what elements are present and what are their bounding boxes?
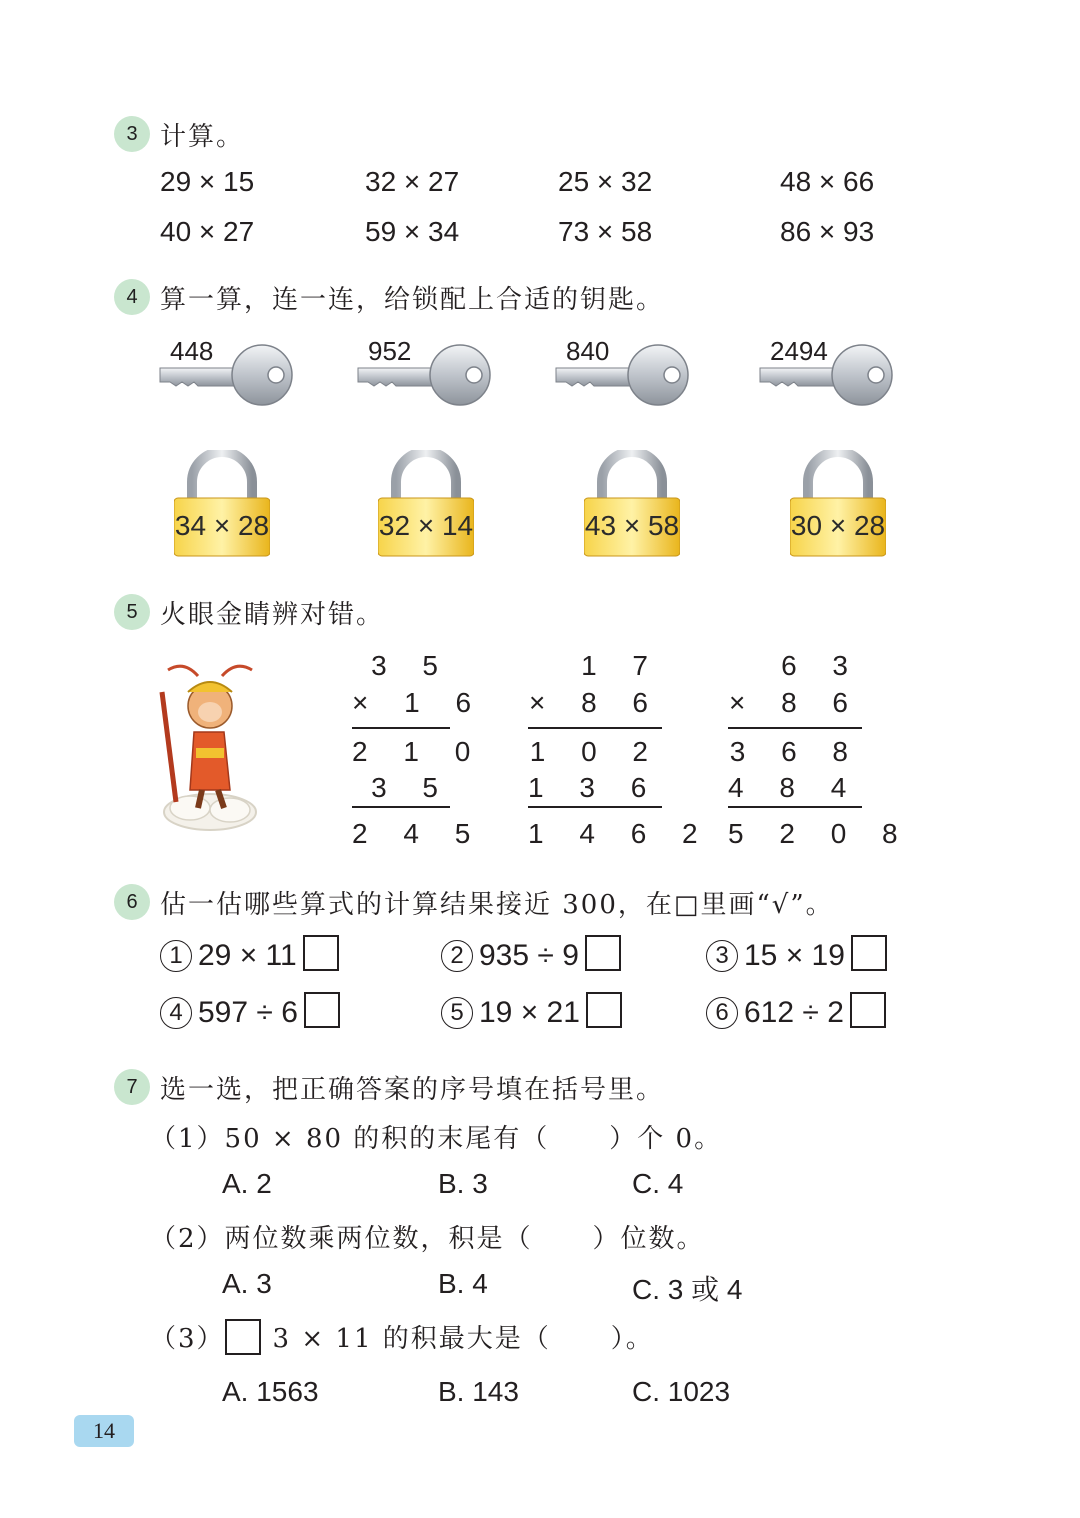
multiplier: × 8 6 [528, 687, 662, 718]
calc-item: 40 × 27 [160, 216, 255, 247]
partial-product: 2 1 0 [352, 736, 485, 767]
item-index: 4 [160, 997, 192, 1029]
option-b[interactable]: B. 4 [438, 1268, 488, 1299]
item-index: 1 [160, 940, 192, 972]
lock-image[interactable] [584, 450, 680, 560]
question-number-badge: 5 [114, 594, 150, 630]
question-number-badge: 6 [114, 884, 150, 920]
page-number: 14 [74, 1415, 134, 1447]
question-title: 估一估哪些算式的计算结果接近 300，在□里画“√”。 [160, 890, 834, 920]
option-b[interactable]: B. 3 [438, 1168, 488, 1199]
lock-image[interactable] [790, 450, 886, 560]
item-expression: 29 × 11 [198, 939, 297, 972]
sub-question-1 [150, 1118, 722, 1155]
stem-part: （3） [150, 1324, 225, 1354]
multiplicand: 6 3 [781, 650, 862, 681]
multiplicand: 1 7 [581, 650, 662, 681]
item-index: 3 [706, 940, 738, 972]
partial-product: 3 6 8 [729, 736, 862, 767]
estimate-item [160, 935, 339, 973]
padlock-icon [174, 450, 270, 560]
partial-product: 1 3 6 [528, 772, 661, 803]
estimate-item [706, 935, 887, 973]
item-expression: 612 ÷ 2 [744, 996, 844, 1029]
stem-part: （2）两位数乘两位数，积是（ [150, 1224, 533, 1254]
rule-line [728, 806, 862, 808]
stem-part: （1）50 × 80 的积的末尾有（ [150, 1124, 550, 1154]
digit-box [225, 1319, 261, 1355]
estimate-item [441, 992, 622, 1030]
rule-line [728, 727, 862, 729]
sub-question-3 [150, 1318, 654, 1355]
question-title: 火眼金睛辨对错。 [160, 600, 385, 630]
rule-line [528, 806, 662, 808]
partial-product: 4 8 4 [728, 772, 861, 803]
estimate-item [160, 992, 340, 1030]
lock-label: 34 × 28 [174, 510, 270, 541]
partial-product: 1 0 2 [529, 736, 662, 767]
multiplier: × 1 6 [352, 687, 486, 718]
padlock-icon [378, 450, 474, 560]
question-number-badge: 3 [114, 116, 150, 152]
item-expression: 19 × 21 [479, 996, 580, 1029]
product: 1 4 6 2 [528, 818, 712, 849]
item-expression: 935 ÷ 9 [479, 939, 579, 972]
lock-image[interactable] [174, 450, 270, 560]
item-index: 2 [441, 940, 473, 972]
key-label: 448 [170, 336, 214, 366]
lock-image[interactable] [378, 450, 474, 560]
calc-item: 86 × 93 [780, 216, 875, 247]
option-b[interactable]: B. 143 [438, 1376, 519, 1407]
calc-item: 48 × 66 [780, 166, 875, 197]
item-index: 6 [706, 997, 738, 1029]
key-label: 2494 [770, 336, 828, 366]
stem-part: ）。 [610, 1324, 654, 1354]
calc-item: 59 × 34 [365, 216, 460, 247]
question-title: 选一选，把正确答案的序号填在括号里。 [160, 1075, 665, 1105]
option-c[interactable]: C. 4 [632, 1168, 684, 1199]
key-label: 840 [566, 336, 610, 366]
check-box[interactable] [851, 935, 887, 971]
option-c[interactable]: C. 3 或 4 [632, 1274, 743, 1305]
item-expression: 15 × 19 [744, 939, 845, 972]
calc-item: 25 × 32 [558, 166, 653, 197]
option-c[interactable]: C. 1023 [632, 1376, 731, 1407]
check-box[interactable] [304, 992, 340, 1028]
check-box[interactable] [850, 992, 886, 1028]
question-number-badge: 7 [114, 1069, 150, 1105]
multiplier: × 8 6 [728, 687, 862, 718]
product: 2 4 5 [352, 818, 485, 849]
lock-label: 43 × 58 [584, 510, 680, 541]
lock-label: 32 × 14 [378, 510, 474, 541]
calc-item: 29 × 15 [160, 166, 255, 197]
monkey-king-illustration [154, 662, 264, 842]
padlock-icon [584, 450, 680, 560]
rule-line [352, 806, 450, 808]
partial-product: 3 5 [371, 772, 452, 803]
option-a[interactable]: A. 1563 [222, 1376, 319, 1407]
stem-part: 3 × 11 的积最大是（ [272, 1324, 551, 1354]
key-label: 952 [368, 336, 412, 366]
padlock-icon [790, 450, 886, 560]
check-box[interactable] [586, 992, 622, 1028]
key-image[interactable] [356, 336, 496, 422]
rule-line [352, 727, 450, 729]
item-expression: 597 ÷ 6 [198, 996, 298, 1029]
stem-part: ）位数。 [592, 1224, 705, 1254]
multiplicand: 3 5 [371, 650, 452, 681]
check-box[interactable] [585, 935, 621, 971]
option-a[interactable]: A. 2 [222, 1168, 272, 1199]
key-image[interactable] [158, 336, 298, 422]
sub-question-2 [150, 1218, 705, 1255]
lock-label: 30 × 28 [790, 510, 886, 541]
key-image[interactable] [554, 336, 694, 422]
rule-line [528, 727, 662, 729]
item-index: 5 [441, 997, 473, 1029]
key-image[interactable] [758, 336, 898, 422]
stem-part: ）个 0。 [609, 1124, 723, 1154]
estimate-item [441, 935, 621, 973]
product: 5 2 0 8 [728, 818, 912, 849]
estimate-item [706, 992, 886, 1030]
calc-item: 32 × 27 [365, 166, 460, 197]
calc-item: 73 × 58 [558, 216, 653, 247]
question-title: 计算。 [160, 122, 245, 152]
question-title: 算一算，连一连，给锁配上合适的钥匙。 [160, 285, 665, 315]
check-box[interactable] [303, 935, 339, 971]
option-a[interactable]: A. 3 [222, 1268, 272, 1299]
question-number-badge: 4 [114, 279, 150, 315]
